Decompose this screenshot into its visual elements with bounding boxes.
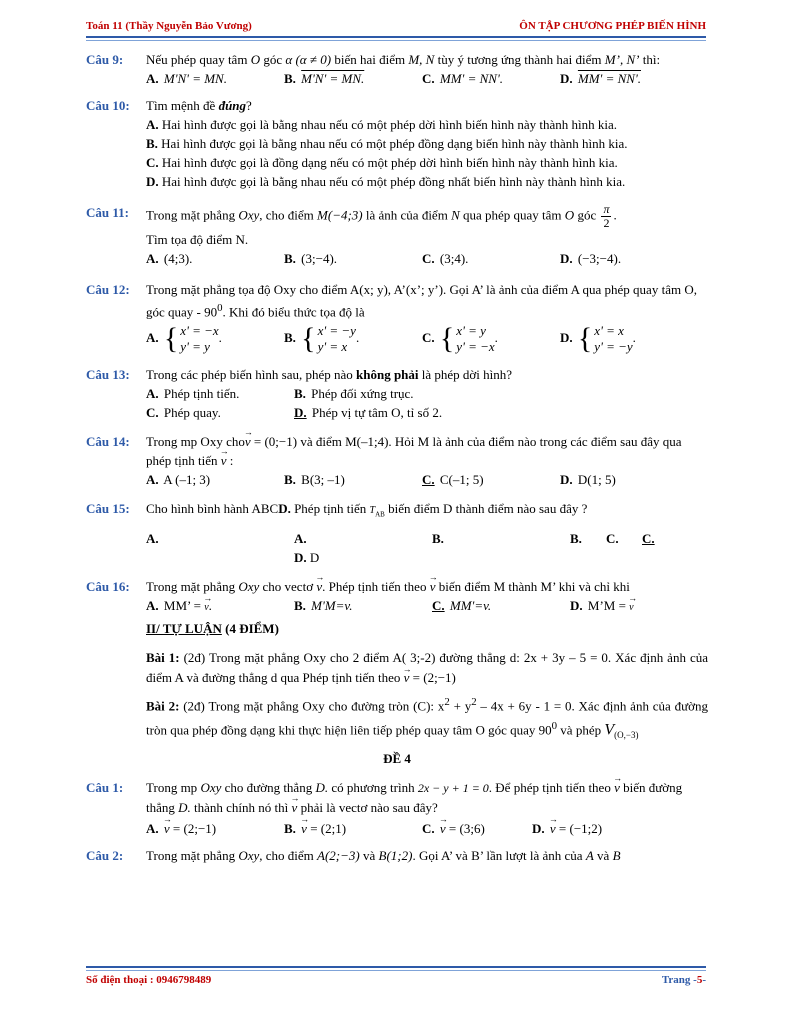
option-a: A. Hai hình được gọi là bằng nhau nếu có một phép dời hình biến hình này thành hình kia. <box>146 117 618 132</box>
header-left: Toán 11 (Thầy Nguyễn Bảo Vương) <box>86 20 252 32</box>
question-16 <box>86 577 708 617</box>
question-line-2: Tìm tọa độ điểm N. <box>146 232 249 247</box>
page-number: Trang -5- <box>661 974 706 986</box>
section-title: II/ TỰ LUẬN (4 ĐIỂM) <box>146 620 279 636</box>
question-label: Câu 16: <box>86 578 130 594</box>
exercise-2: Bài 2: (2đ) Trong mặt phẳng Oxy cho đường tròn (C): $x^2 + y^2 - 4x + 6y - 1 = 0$. Xác định ảnh của đường tròn qua phép đồng dạng khi thực hiện liên tiếp phép quay tâm O góc quay $90^0$ và phép $V_{(O,-3)}$ <box>146 695 709 741</box>
question-10 <box>86 96 708 191</box>
question-12 <box>86 280 708 355</box>
options <box>146 69 708 88</box>
options <box>146 249 708 268</box>
question-label: Câu 10: <box>86 98 130 113</box>
header-rule <box>86 36 706 38</box>
question-text: Trong mặt phẳng Oxy, cho điểm M(−4;3) là ảnh của điểm N qua phép quay tâm O góc $\frac{\pi}{2}$ . <box>146 202 617 230</box>
option-a: A. → v = (2;−1) <box>146 819 284 838</box>
question-11 <box>86 203 708 268</box>
option-b: B. Hai hình được gọi là bằng nhau nếu có một phép đồng dạng biến hình này thành hình kia. <box>146 136 628 151</box>
question-13 <box>86 365 708 422</box>
fraction-pi-over-2: $\frac{\pi}{2}$ <box>603 202 610 230</box>
question-label: Câu 2: <box>86 848 124 864</box>
question-15 <box>86 499 708 567</box>
question-text: Nếu phép quay tâm O góc α (α ≠ 0) biến hai điểm M, N tùy ý tương ứng thành hai điểm M’, N’ thì: <box>146 52 661 67</box>
question-text: Trong các phép biến hình sau, phép nào không phải là phép dời hình? <box>146 367 513 383</box>
option-a: A. M'N' = MN. <box>146 71 227 86</box>
question-label: Câu 15: <box>86 501 130 517</box>
question-label: Câu 14: <box>86 434 130 450</box>
option-b: B. B(3; –1) <box>284 472 345 488</box>
option-d: D. Hai hình được gọi là bằng nhau nếu có một phép đồng nhất biến hình này thành hình kia. <box>146 174 626 189</box>
options <box>146 323 708 355</box>
option-b: B. { x' = −y y' = x . <box>284 322 360 356</box>
question-text: Tìm mệnh đề đúng? <box>146 98 252 113</box>
option-b: B. M'M=v. <box>294 597 353 613</box>
option-c: C. (3;4). <box>422 251 469 266</box>
option-a: A. { x' = −x y' = y . <box>146 322 222 356</box>
option-b: B. M'N' = MN. <box>284 71 365 86</box>
question-label: Câu 12: <box>86 282 130 297</box>
option-c: C. Phép quay. <box>146 405 221 421</box>
option-d: D. (−3;−4). <box>560 251 622 266</box>
question-text: Cho hình bình hành ABCD. Phép tịnh tiến $T_{AB}$ biến điểm D thành điểm nào sau đây ? <box>146 501 588 519</box>
option-b: B. Phép đối xứng trục. <box>294 386 414 402</box>
footer-phone: Số điện thoại : 0946798489 <box>86 974 212 986</box>
footer-rule <box>86 966 706 968</box>
option-a: A. (4;3). <box>146 251 193 266</box>
header-right: ÔN TẬP CHƯƠNG PHÉP BIẾN HÌNH <box>519 20 706 32</box>
option-c: C. MM' = NN'. <box>422 71 503 86</box>
de4-question-2 <box>86 846 708 865</box>
exam-title: ĐỀ 4 <box>383 751 411 767</box>
option-d: D. M’M = → v <box>570 596 708 617</box>
option-b: B. (3;−4). <box>284 251 338 266</box>
option-b-repeat: B. <box>570 530 582 546</box>
option-c: C. C(–1; 5) <box>422 472 484 488</box>
options <box>146 470 708 489</box>
question-label: Câu 1: <box>86 780 124 796</box>
de4-question-1 <box>86 778 708 838</box>
question-9 <box>86 50 708 88</box>
option-d: D. { x' = x y' = −y . <box>560 322 636 356</box>
page-footer <box>86 974 706 990</box>
option-d: D. Phép vị tự tâm O, tỉ số 2. <box>294 405 443 421</box>
question-label: Câu 11: <box>86 205 129 220</box>
option-a: A. A (–1; 3) <box>146 472 211 488</box>
question-text: Trong mp Oxy cho→ v = (0;−1) và điểm M(–1;4). Hỏi M là ảnh của điểm nào trong các điểm sau đây qua phép tịnh tiến → v : <box>146 432 708 470</box>
option-a: A. <box>146 530 159 546</box>
exercise-1: Bài 1: (2đ) Trong mặt phẳng Oxy cho 2 điểm A( 3;-2) đường thẳng d: 2x + 3y – 5 = 0. Xác định ảnh của điểm A và đường thẳng d qua Phép tịnh tiến theo → v = (2;−1) <box>86 648 708 688</box>
option-c: C. Hai hình được gọi là đồng dạng nếu có một phép dời hình biến hình này thành hình kia. <box>146 155 618 170</box>
question-label: Câu 9: <box>86 52 124 67</box>
option-c: C. MM'=v. <box>432 597 492 613</box>
options <box>146 529 708 548</box>
option-c: C. → v = (3;6) <box>422 819 532 838</box>
question-text: Trong mặt phẳng Oxy cho vectơ → v. Phép tịnh tiến theo → v biến điểm M thành M’ khi và chỉ khi <box>146 577 708 596</box>
options <box>146 596 708 617</box>
option-b: B. <box>432 530 444 546</box>
question-text: Trong mặt phẳng Oxy, cho điểm A(2;−3) và B(1;2). Gọi A’ và B’ lần lượt là ảnh của A và B <box>146 848 621 864</box>
options <box>146 819 708 838</box>
question-text: Trong mặt phẳng tọa độ Oxy cho điểm A(x; y), A’(x’; y’). Gọi A’ là ảnh của điểm A qua phép quay tâm O, góc quay - $90^0$. Khi đó biểu thức tọa độ là <box>146 282 697 320</box>
question-label: Câu 13: <box>86 367 130 383</box>
header-rule-thin <box>86 40 706 41</box>
option-a: A. Phép tịnh tiến. <box>146 386 240 402</box>
option-a-repeat: A. <box>294 530 307 546</box>
option-a: A. MM’ = → v. <box>146 596 294 617</box>
option-d: D. MM' = NN'. <box>560 71 641 86</box>
option-d: D. D <box>294 549 320 565</box>
question-text: Trong mp Oxy cho đường thẳng D. có phương trình 2x − y + 1 = 0. Để phép tịnh tiến theo → v biến đường thẳng D. thành chính nó thì → v phải là vectơ nào sau đây? <box>146 778 708 817</box>
footer-rule-thin <box>86 970 706 971</box>
option-c: C. { x' = y y' = −x . <box>422 322 498 356</box>
option-d: D. → v = (−1;2) <box>532 819 670 838</box>
options-row-1 <box>146 384 708 403</box>
options-row-2 <box>146 403 708 422</box>
page-header <box>86 20 706 36</box>
question-14 <box>86 432 708 489</box>
option-b: B. → v = (2;1) <box>284 819 422 838</box>
option-c-repeat: C. <box>642 530 655 546</box>
option-d: D. D(1; 5) <box>560 472 616 488</box>
option-c: C. <box>606 530 619 546</box>
document-body <box>86 50 708 873</box>
